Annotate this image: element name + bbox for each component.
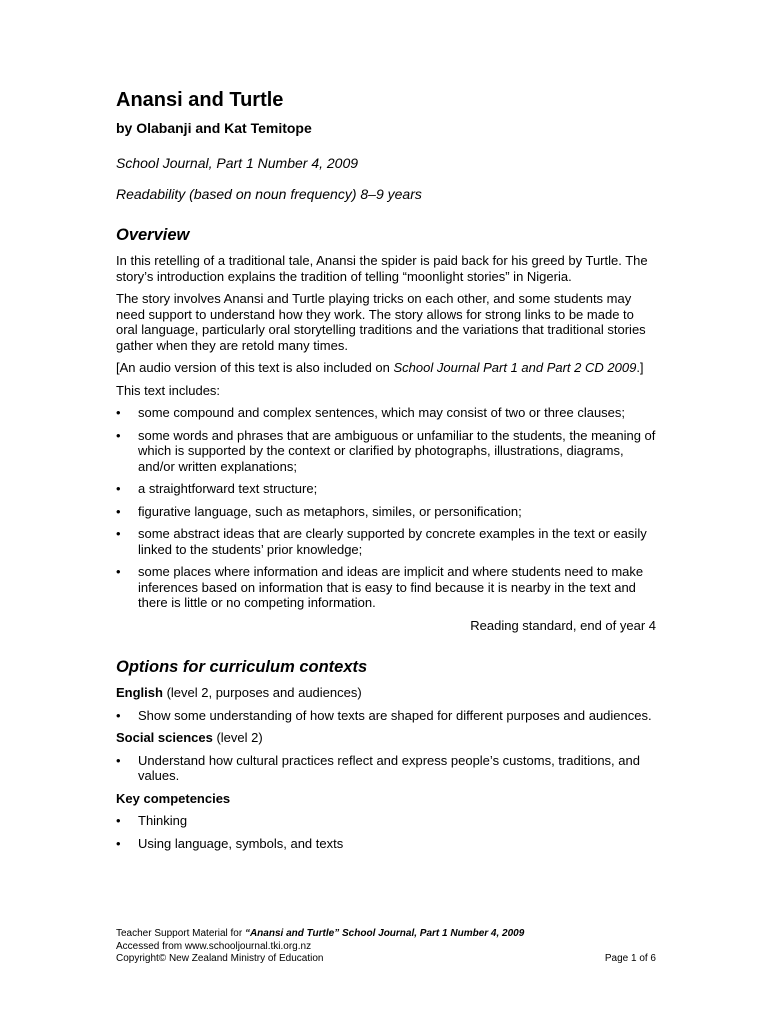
footer-copyright: Copyright© New Zealand Ministry of Education bbox=[116, 953, 324, 964]
list-item: • Thinking bbox=[116, 813, 656, 829]
readability-info: Readability (based on noun frequency) 8–9 years bbox=[116, 186, 422, 202]
footer-prefix: Teacher Support Material for bbox=[116, 928, 245, 939]
list-item: • figurative language, such as metaphors, similes, or personification; bbox=[116, 504, 656, 520]
social-list bbox=[116, 753, 656, 784]
footer-title: “Anansi and Turtle” bbox=[244, 928, 340, 939]
footer-line-3 bbox=[116, 953, 656, 966]
document-title: Anansi and Turtle bbox=[116, 89, 284, 111]
social-level: (level 2) bbox=[212, 730, 263, 745]
reading-standard: Reading standard, end of year 4 bbox=[470, 617, 656, 633]
english-context bbox=[116, 685, 656, 701]
audio-note-post: .] bbox=[636, 360, 644, 375]
list-item: • Understand how cultural practices reflect and express people’s customs, traditions, and values. bbox=[116, 753, 656, 784]
english-label: English bbox=[116, 685, 163, 700]
list-item: • Using language, symbols, and texts bbox=[116, 836, 656, 852]
overview-paragraph-2: The story involves Anansi and Turtle playing tricks on each other, and some students may need support to understand how they work. The story allows for strong links to be made to oral language, particularly oral storytelling traditions and the variations that traditional stories gather when they are retold many times. bbox=[116, 291, 646, 353]
list-item: • some compound and complex sentences, which may consist of two or three clauses; bbox=[116, 405, 656, 421]
curriculum-heading: Options for curriculum contexts bbox=[116, 658, 368, 676]
page-number: Page 1 of 6 bbox=[604, 953, 656, 964]
footer-line-2: Accessed from www.schooljournal.tki.org.nz bbox=[116, 940, 312, 952]
includes-list bbox=[116, 405, 656, 611]
social-label: Social sciences bbox=[116, 730, 213, 745]
audio-note-pre: [An audio version of this text is also included on bbox=[116, 360, 394, 375]
list-item: • a straightforward text structure; bbox=[116, 481, 656, 497]
audio-note bbox=[116, 360, 656, 376]
document-body bbox=[116, 88, 656, 858]
audio-note-title: School Journal Part 1 and Part 2 CD 2009 bbox=[393, 360, 637, 375]
english-level: (level 2, purposes and audiences) bbox=[162, 685, 362, 700]
overview-heading: Overview bbox=[116, 226, 190, 244]
list-item: • some places where information and ideas are implicit and where students need to make inferences based on information that is easy to find because it is nearby in the text and there is little or no competing information. bbox=[116, 564, 656, 611]
key-competencies-label: Key competencies bbox=[116, 790, 231, 806]
list-item: • Show some understanding of how texts are shaped for different purposes and audiences. bbox=[116, 708, 656, 724]
list-item: • some abstract ideas that are clearly supported by concrete examples in the text or easily linked to the students’ prior knowledge; bbox=[116, 526, 656, 557]
key-competencies-list bbox=[116, 813, 656, 851]
list-item: • some words and phrases that are ambiguous or unfamiliar to the students, the meaning of which is supported by the context or clarified by photographs, illustrations, diagrams, and/or written explanations; bbox=[116, 428, 656, 475]
footer-publication: School Journal, Part 1 Number 4, 2009 bbox=[339, 928, 525, 939]
page-footer bbox=[116, 928, 656, 966]
english-list bbox=[116, 708, 656, 724]
overview-paragraph-1: In this retelling of a traditional tale, Anansi the spider is paid back for his greed by Turtle. The story’s introduction explains the tradition of telling “moonlight stories” in Nigeria. bbox=[116, 253, 648, 284]
includes-label: This text includes: bbox=[116, 382, 221, 398]
publication-info: School Journal, Part 1 Number 4, 2009 bbox=[116, 155, 359, 171]
byline: by Olabanji and Kat Temitope bbox=[116, 120, 312, 136]
social-context bbox=[116, 730, 656, 746]
footer-line-1 bbox=[116, 928, 656, 941]
